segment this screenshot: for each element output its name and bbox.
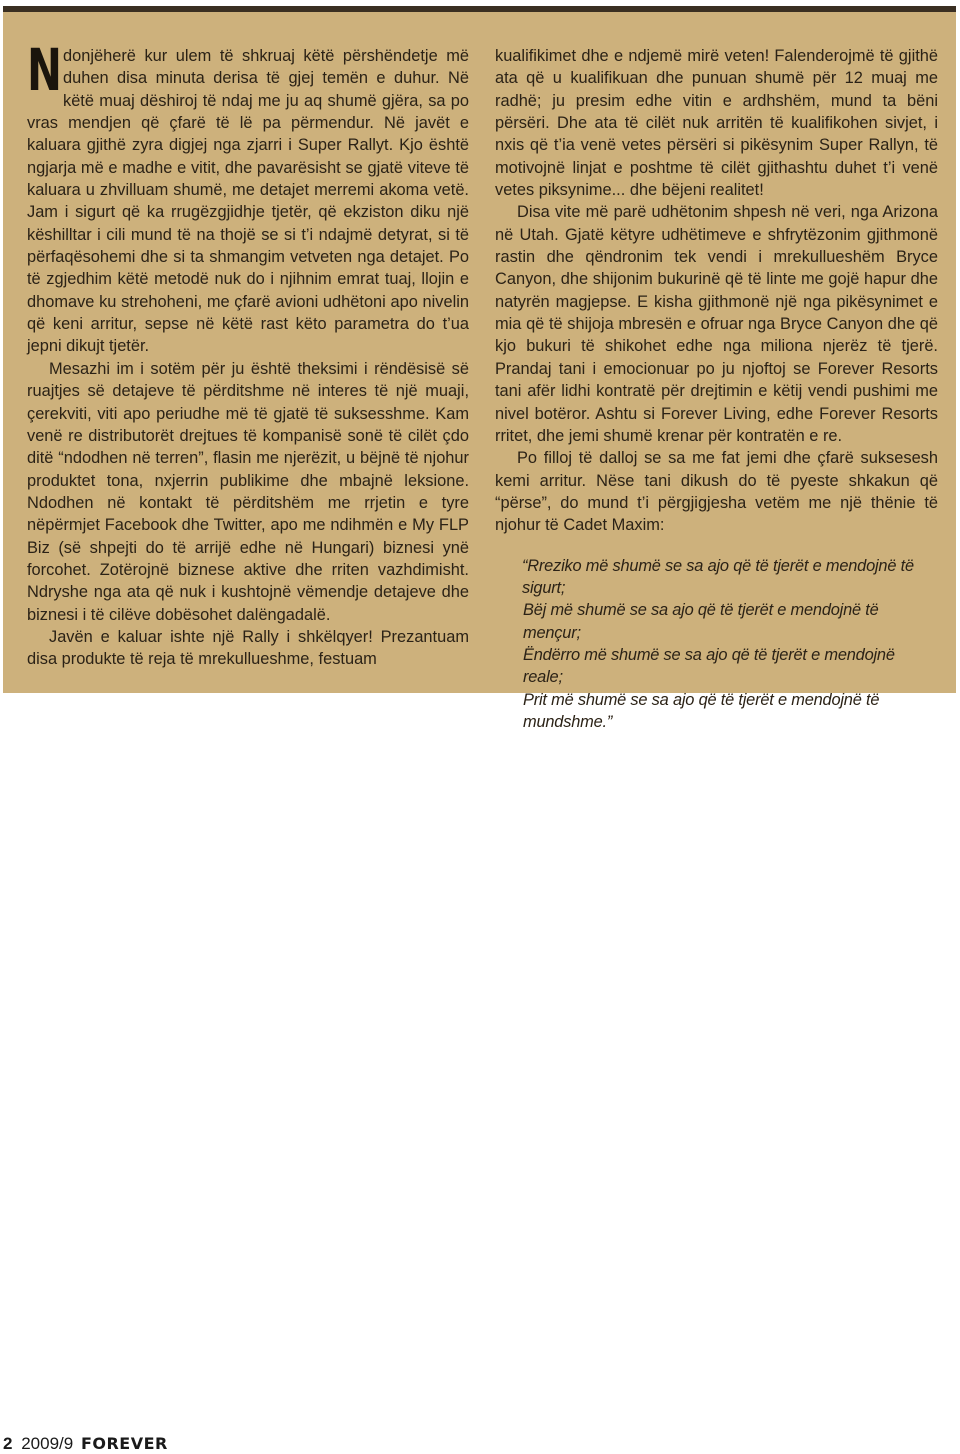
page-footer bbox=[3, 1434, 168, 1454]
quote-line: Prit më shumë se sa ajo që të tjerët e mendojnë të bbox=[523, 690, 880, 709]
drop-cap: N bbox=[27, 36, 62, 104]
right-column bbox=[495, 45, 938, 733]
paragraph-2: Mesazhi im i sotëm për ju është theksimi i rëndësisë së ruajtjes së detajeve të përditshme në interes të një muaji, çerekviti, viti apo periudhe më të gjatë të suksesshme. Kam venë re distributorët drejtues të kompanisë sonë të cilët çdo ditë “ndodhen në terren”, flasin me njerëzit, u bëjnë të njohur produktet tona, nxjerrin publikime dhe mbajnë leksione. Ndodhen në kontakt të përditshëm me rrjetin e tyre nëpërmjet Facebook dhe Twitter, apo me ndihmën e My FLP Biz (së shpejti do të arrijë edhe në Hungari) biznesi ynë forcohet. Zotërojnë biznese aktive dhe rriten vazhdimisht. Ndryshe nga ata që nuk i kushtojnë vëmendje detajeve dhe biznesi i të cilëve dobësohet dalëngadalë. bbox=[27, 359, 469, 624]
article-panel bbox=[3, 12, 956, 731]
issue-number: 2009/9 bbox=[21, 1434, 74, 1453]
quote-line: “Rreziko më shumë se sa ajo që të tjerët e mendojnë të sigurt; bbox=[522, 556, 914, 597]
page-number: 2 bbox=[3, 1434, 13, 1453]
quote-line: Ëndërro më shumë se sa ajo që të tjerët e mendojnë reale; bbox=[523, 645, 895, 687]
quote-block bbox=[522, 555, 938, 734]
magazine-brand: FOREVER bbox=[80, 1434, 168, 1453]
paragraph-3: Javën e kaluar ishte një Rally i shkëlqyer! Prezantuam disa produkte të reja të mrekullueshme, festuam bbox=[27, 627, 469, 669]
paragraph-4: kualifikimet dhe e ndjemë mirë veten! Falenderojmë të gjithë ata që u kualifikuan dhe punuan shumë për 12 muaj me radhë; ju presim edhe vitin e ardhshëm, mund ta bëni përsëri. Dhe ata të cilët nuk arritën të kualifikohen sivjet, i nxis që t’ia venë vetes përsëri si pikësynim Super Rallyn, të motivojnë linjat e poshtme të cilët gjithashtu duhet t’i venë vetes piksynime... dhe bëjeni realitet! bbox=[495, 47, 938, 200]
paragraph-1 bbox=[27, 36, 469, 358]
left-column bbox=[27, 36, 469, 671]
paragraph-5: Disa vite më parë udhëtonim shpesh në veri, nga Arizona në Utah. Gjatë këtyre udhëtimeve e shfrytëzonim gjithmonë rastin dhe qëndronim tek vendi i mrekullueshëm Bryce Canyon, dhe shijonim bukurinë që të linte me gojë hapur dhe natyrën magjepse. E kisha gjithmonë një nga pikësynimet e mia që të shijoja mbresën e ofruar nga Bryce Canyon dhe që kjo bukuri të shikohet edhe nga miliona njerëz të tjerë. Prandaj tani i emocionuar po ju njoftoj se Forever Resorts tani afër lidhi kontratë për drejtimin e këtij vendi pushimi me nivel botëror. Ashtu si Forever Living, edhe Forever Resorts rritet, dhe jemi shumë krenar për kontratën e re. bbox=[495, 203, 938, 445]
paragraph-6: Po filloj të dalloj se sa me fat jemi dhe çfarë suksesesh kemi arritur. Nëse tani dikush do të pyeste shkakun që “përse”, do mund t’i përgjigjesha vetëm me një thënie të njohur të Cadet Maxim: bbox=[495, 449, 938, 535]
quote-line: mundshme.” bbox=[523, 712, 613, 731]
paragraph-1-text: donjëherë kur ulem të shkruaj këtë përshëndetje më duhen disa minuta derisa të gjej temën e duhur. Në këtë muaj dëshiroj të ndaj me ju aq shumë gjëra, sa po vras mendjen që çfarë të lë pa përmendur. Në javët e kaluara gjithë zyra digjej nga zjarri i Super Rallyt. Kjo është ngjarja më e madhe e vitit, dhe pavarësisht se gjatë viteve të kaluara u zhvilluam shumë, me detajet merremi akoma vetë. Jam i sigurt që ka rrugëzgjidhje tjetër, që ekziston diku një këshilltar i cili mund të na thojë se si t’i ndajmë detyrat, si të përfaqësohemi dhe si ta shmangim vetveten nga detajet. Po të zgjedhim këtë metodë nuk do i njihnim emrat tuaj, llojin e dhomave ku strehoheni, me çfarë avioni udhëtoni apo nivelin që keni arritur, sepse në këtë rast këto parametra do t’ua jepni dikujt tjetër. bbox=[27, 47, 469, 356]
quote-line: Bëj më shumë se sa ajo që të tjerët e mendojnë të mençur; bbox=[523, 601, 879, 642]
